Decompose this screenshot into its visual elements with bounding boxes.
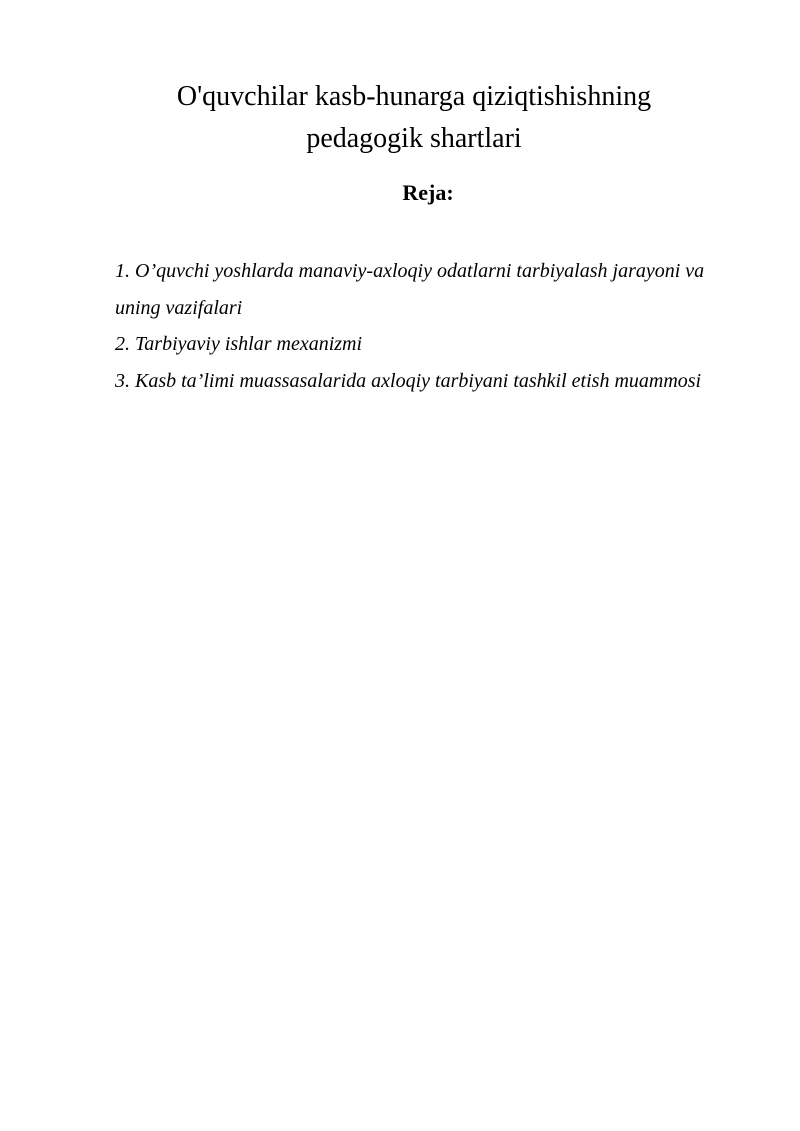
plan-item: 3. Kasb ta’limi muassasalarida axloqiy tarbiyani tashkil etish muammosi — [115, 369, 702, 392]
document-title — [0, 76, 800, 160]
plan-heading: Reja: — [402, 180, 454, 205]
plan-item: 2. Tarbiyaviy ishlar mexanizmi — [115, 333, 363, 355]
plan-list — [115, 253, 735, 399]
title-line-2: pedagogik shartlari — [306, 123, 522, 154]
title-line-1: O'quvchilar kasb-hunarga qiziqtishishning — [176, 81, 652, 112]
plan-item: 1. O’quvchi yoshlarda manaviy-axloqiy odatlarni tarbiyalash jarayoni va uning vazifalari — [115, 260, 705, 319]
